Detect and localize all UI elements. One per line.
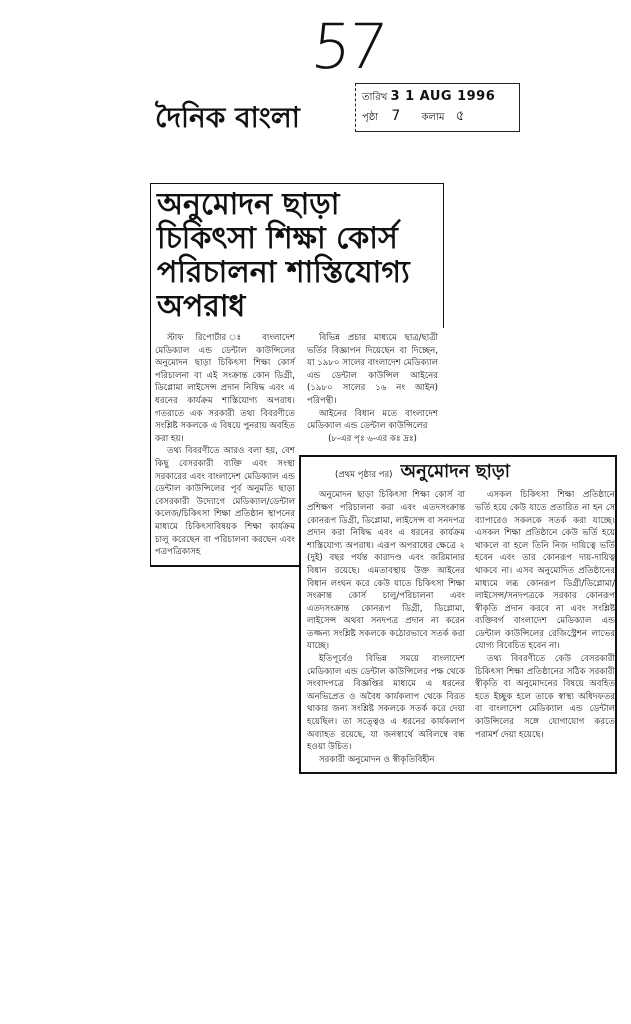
paragraph: ইতিপূর্বেও বিভিন্ন সময়ে বাংলাদেশ মেডিক্যাল এন্ড ডেন্টাল কাউন্সিলের পক্ষ থেকে সংবাদপত্রে বিজ্ঞপ্তির মাধ্যমে এ ধরনের অনভিপ্রেত ও অবৈধ কার্যকলাপ থেকে বিরত থাকার জন্য সংশ্লিষ্ট সকলকে সতর্ক করে দেয়া হয়েছিল। তা সত্ত্বেও এ ধরনের কার্যকলাপ অব্যাহত রয়েছে, যা জনস্বার্থে অবিলম্বে বন্ধ হওয়া উচিত।: [307, 654, 465, 753]
article-body: [150, 328, 615, 774]
article-headline: অনুমোদন ছাড়া চিকিৎসা শিক্ষা কোর্স পরিচালনা শাস্তিযোগ্য অপরাধ: [150, 183, 444, 328]
paragraph: তথ্য বিবরণীতে কেউ বেসরকারী চিকিৎসা শিক্ষা প্রতিষ্ঠানের সঠিক সরকারী স্বীকৃতি বা অনুমোদনের বিষয়ে অবহিত হতে ইচ্ছুক হলে তাকে স্বাস্থ্য অধিদফতর বা বাংলাদেশ মেডিক্যাল এন্ড ডেন্টাল কাউন্সিলের সঙ্গে যোগাযোগ করতে পরামর্শ দেয়া হয়েছে।: [475, 654, 615, 740]
stamp-page-value: 7: [391, 108, 401, 124]
paragraph: এসকল চিকিৎসা শিক্ষা প্রতিষ্ঠানে ভর্তি হয়ে কেউ যাতে প্রতারিত না হন সে ব্যাপারেও সকলকে সতর্ক করা যাচ্ছে। এসকল শিক্ষা প্রতিষ্ঠানে কেউ ভর্তি হয়ে থাকলে বা হলে তিনি নিজ দায়িত্বে ভর্তি হবেন এবং তার কোনরূপ দায়-দায়িত্ব থাকবে না। এসব অনুমোদিত প্রতিষ্ঠানের মাধ্যমে লব্ধ কোনরূপ ডিগ্রী/ডিপ্লোমা/লাইসেন্স/সনদপত্রকে সরকার কোনরূপ স্বীকৃতি প্রদান করবে না এবং সংশ্লিষ্ট ব্যক্তিবর্গ বাংলাদেশ মেডিক্যাল এন্ড ডেন্টাল কাউন্সিলের রেজিস্ট্রেশন লাভের যোগ্য বিবেচিত হবেন না।: [475, 490, 615, 652]
jump-reference: (৮-এর পৃঃ ৬-এর কঃ দ্রঃ): [328, 433, 417, 444]
paragraph: বিভিন্ন প্রচার মাধ্যমে ছাত্র/ছাত্রী ভর্তির বিজ্ঞাপন দিয়েছেন বা দিচ্ছেন, যা ১৯৮০ সালের বাংলাদেশ মেডিক্যাল এন্ড ডেন্টাল কাউন্সিল আইনের (১৯৮০ সালের ১৬ নং আইন) পরিপন্থী।: [307, 333, 438, 406]
stamp-date-row: [362, 88, 513, 107]
continuation-column-2: [475, 489, 615, 741]
handwritten-page-number: 57: [308, 10, 387, 83]
archive-stamp: [355, 83, 520, 132]
article-column-2: [299, 328, 442, 451]
newspaper-masthead: দৈনিক বাংলা: [155, 101, 300, 134]
article: [150, 183, 615, 774]
stamp-date-label: তারিখ: [362, 92, 388, 103]
paragraph: স্টাফ রিপোর্টার ঃ বাংলাদেশ মেডিক্যাল এন্ড ডেন্টাল কাউন্সিলের অনুমোদন ছাড়া চিকিৎসা শিক্ষা কোর্স পরিচালনা বা এই সংক্রান্ত কোন ডিগ্রী, ডিপ্লোমা লাইসেন্স প্রদান নিষিদ্ধ এবং এ ধরনের কার্যক্রম শাস্তিযোগ্য অপরাধ। গতরাতে এক সরকারী তথ্য বিবরণীতে সংশ্লিষ্ট সকলকে এ বিষয়ে পুনরায় অবহিত করা হয়।: [155, 333, 295, 444]
continuation-column-1: [307, 489, 465, 766]
continuation-header: [307, 461, 611, 483]
paragraph: তথ্য বিবরণীতে আরও বলা হয়, বেশ কিছু বেসরকারী ব্যক্তি এবং সংস্থা সরকারের এবং বাংলাদেশ মেডিক্যাল এন্ড ডেন্টাল কাউন্সিলের পূর্ব অনুমতি ছাড়া বেসরকারী উদ্যোগে মেডিক্যাল/ডেন্টাল কলেজ/চিকিৎসা শিক্ষা প্রতিষ্ঠান স্থাপনের মাধ্যমে চিকিৎসাবিষয়ক শিক্ষা কার্যক্রম চালু করেছেন বা পরিচালনা করছেন এবং পত্রপত্রিকাসহ: [155, 446, 295, 558]
paragraph: আইনের বিধান মতে বাংলাদেশ মেডিক্যাল এন্ড ডেন্টাল কাউন্সিলের: [307, 408, 438, 432]
continuation-frame: [299, 455, 617, 774]
stamp-date-value: 3 1 AUG 1996: [390, 89, 496, 104]
stamp-column-label: কলাম: [421, 112, 445, 123]
stamp-column-value: ৫: [455, 108, 465, 124]
article-column-1: [150, 328, 299, 567]
article-right-side: [299, 328, 617, 774]
paragraph: সরকারী অনুমোদন ও স্বীকৃতিবিহীন: [319, 754, 435, 765]
continuation-body: [307, 489, 615, 766]
continuation-subhead: অনুমোদন ছাড়া: [400, 461, 510, 483]
continuation-kicker: (প্রথম পৃষ্ঠার পর): [335, 470, 393, 481]
stamp-page-row: [362, 107, 513, 127]
paragraph: অনুমোদন ছাড়া চিকিৎসা শিক্ষা কোর্স বা প্রশিক্ষণ পরিচালনা করা এবং এতদসংক্রান্ত কোনরূপ ডিগ্রী, ডিপ্লোমা, লাইসেন্স বা সনদপত্র প্রদান করা নিষিদ্ধ এবং এ ধরনের কার্যক্রম শাস্তিযোগ্য অপরাধ। এরূপ অপরাধের ক্ষেত্রে ২ (দুই) বছর পর্যন্ত কারাদণ্ড এবং জরিমানার বিধান রয়েছে। এমতাবস্থায় উক্ত আইনের বিধান লংঘন করে কেউ যাতে চিকিৎসা শিক্ষা সংক্রান্ত কোর্স চালু/পরিচালনা এবং এতদসংক্রান্ত কোনরূপ ডিগ্রী, ডিপ্লোমা, লাইসেন্স অথবা সনদপত্র প্রদান না করেন তজ্জন্য সংশ্লিষ্ট সকলকে কঠোরভাবে সতর্ক করা যাচ্ছে।: [307, 490, 465, 652]
stamp-page-label: পৃষ্ঠা: [362, 112, 379, 123]
